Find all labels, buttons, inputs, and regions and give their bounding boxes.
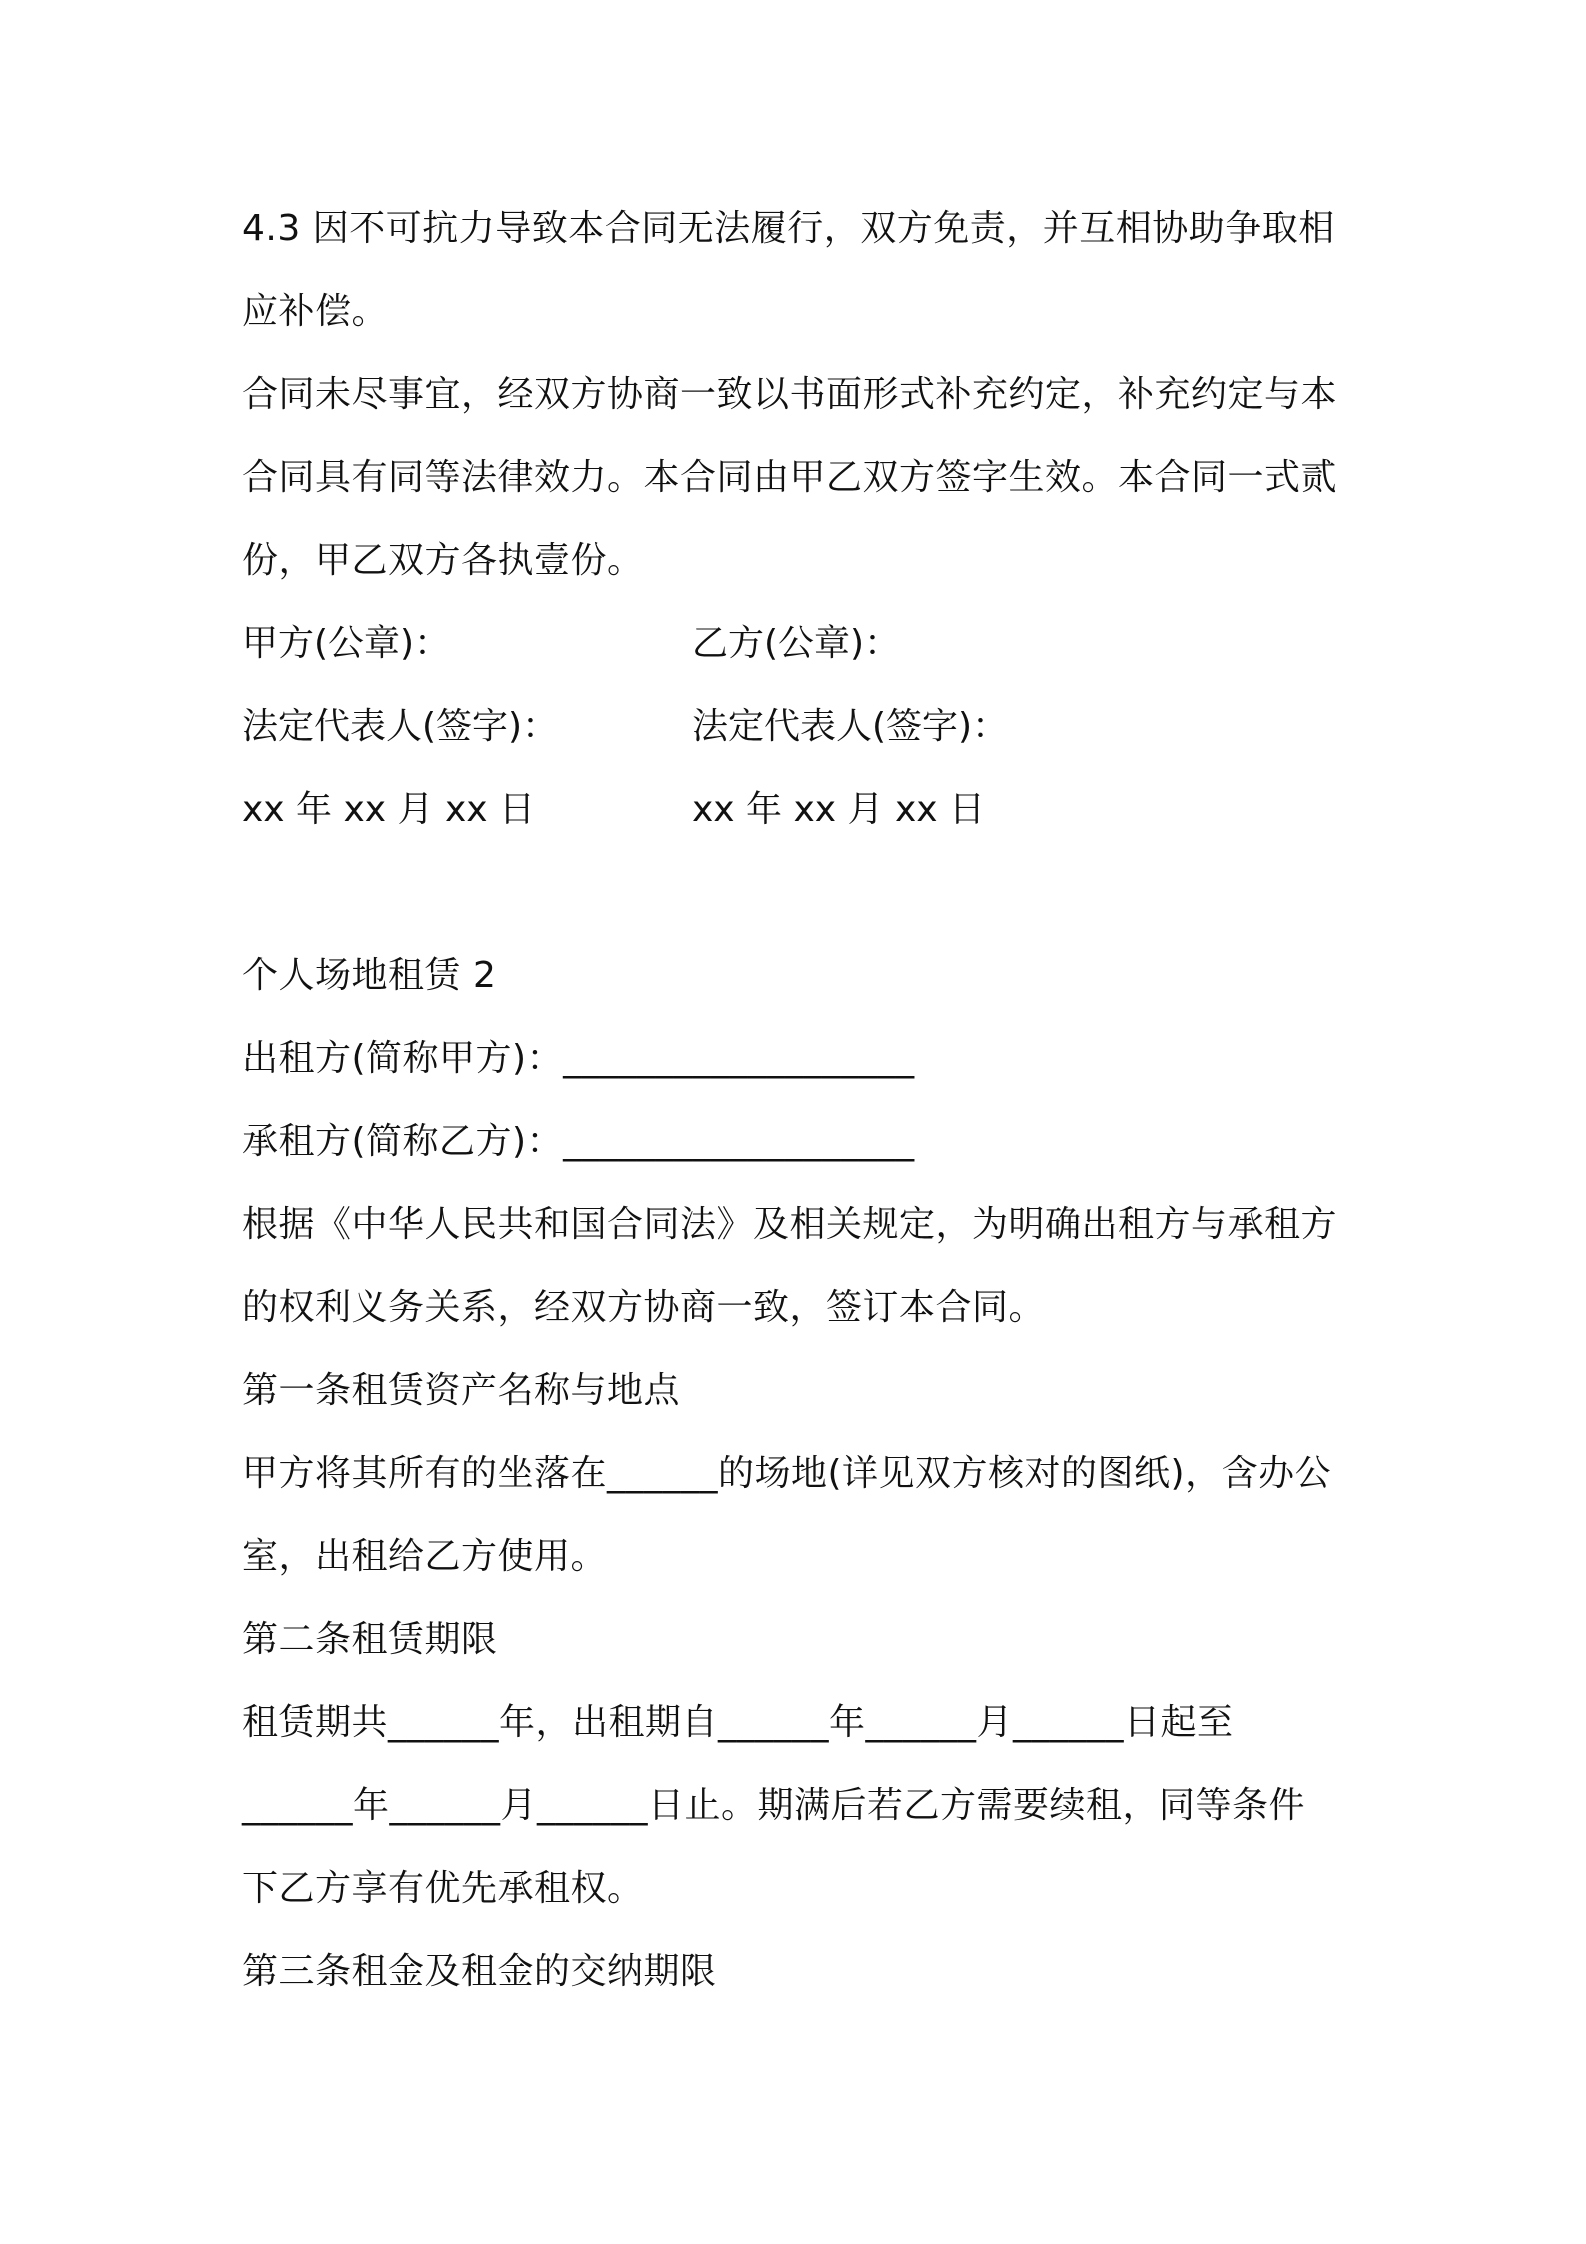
preamble-line-2: 的权利义务关系，经双方协商一致，签订本合同。 [242, 1287, 1046, 1328]
document-body [242, 202, 1362, 2028]
party-b-date: xx 年 xx 月 xx 日 [692, 789, 986, 830]
signature-seal-row [242, 617, 1362, 700]
article-2-title: 第二条租赁期限 [242, 1619, 498, 1660]
article-1-line-2: 室，出租给乙方使用。 [242, 1536, 608, 1577]
supplement-line-2: 合同具有同等法律效力。本合同由甲乙双方签字生效。本合同一式贰 [242, 457, 1338, 498]
lessee-field: 承租方(简称乙方)：___________________ [242, 1121, 915, 1162]
party-a-seal-label: 甲方(公章)： [242, 623, 451, 664]
article-1-line-1: 甲方将其所有的坐落在______的场地(详见双方核对的图纸)，含办公 [242, 1453, 1332, 1494]
preamble-line-1: 根据《中华人民共和国合同法》及相关规定，为明确出租方与承租方 [242, 1204, 1338, 1245]
party-a-date: xx 年 xx 月 xx 日 [242, 789, 536, 830]
section-spacer [242, 866, 1362, 949]
section-2-title: 个人场地租赁 2 [242, 955, 497, 996]
supplement-line-3: 份，甲乙双方各执壹份。 [242, 540, 644, 581]
lessor-field: 出租方(简称甲方)：___________________ [242, 1038, 915, 1079]
article-1-title: 第一条租赁资产名称与地点 [242, 1370, 681, 1411]
supplement-line-1: 合同未尽事宜，经双方协商一致以书面形式补充约定，补充约定与本 [242, 374, 1338, 415]
clause-4-3-line-1: 4.3 因不可抗力导致本合同无法履行，双方免责，并互相协助争取相 [242, 208, 1335, 249]
article-2-line-1: 租赁期共______年，出租期自______年______月______日起至 [242, 1702, 1234, 1743]
clause-4-3-line-2: 应补偿。 [242, 291, 389, 332]
party-b-seal-label: 乙方(公章)： [692, 623, 901, 664]
article-2-line-3: 下乙方享有优先承租权。 [242, 1868, 644, 1909]
signature-rep-row [242, 700, 1362, 783]
signature-date-row [242, 783, 1362, 866]
party-a-rep-label: 法定代表人(签字)： [242, 706, 559, 747]
party-b-rep-label: 法定代表人(签字)： [692, 706, 1009, 747]
article-3-title: 第三条租金及租金的交纳期限 [242, 1951, 717, 1992]
article-2-line-2: ______年______月______日止。期满后若乙方需要续租，同等条件 [242, 1785, 1306, 1826]
